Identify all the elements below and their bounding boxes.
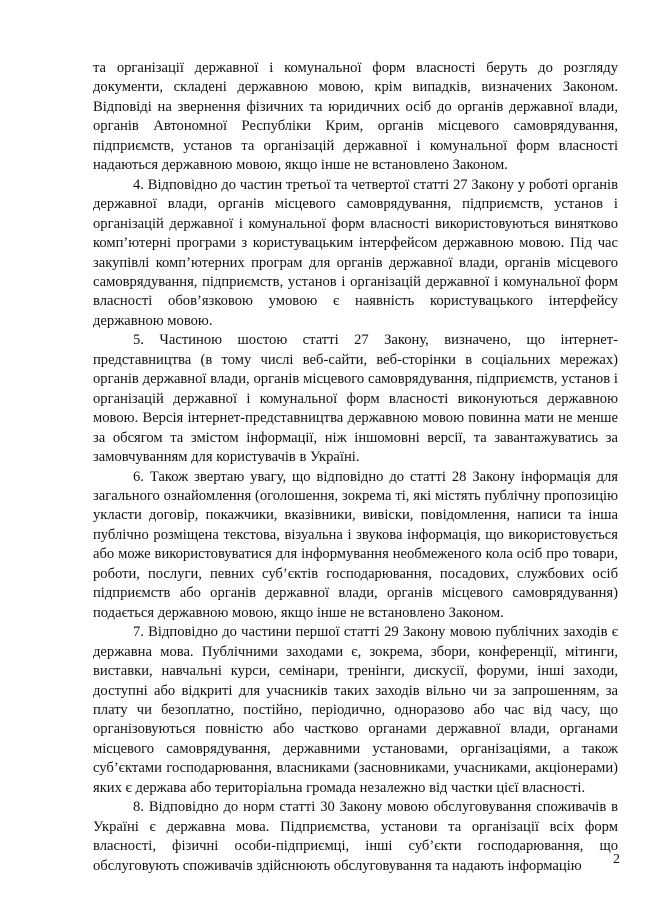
paragraph-continuation: та організації державної і комунальної форм власності беруть до розгляду документи, складені державною мовою, крім випадків, визначених Законом. Відповіді на звернення фізичних та юридичних осіб до органів державної влади, органів Автономної Республіки Крим, органів місцевого самоврядування, підприємств, установ та організацій державної і комунальної форм власності надаються державною мовою, якщо інше не встановлено Законом. [93,60,618,174]
document-body [93,59,618,876]
page-number: 2 [613,852,620,867]
paragraph-item-6: 6. Також звертаю увагу, що відповідно до статті 28 Закону інформація для загального ознайомлення (оголошення, зокрема ті, які містять публічну пропозицію укласти договір, покажчики, вказівники, вивіски, повідомлення, написи та інша публічно розміщена текстова, візуальна і звукова інформація, що використовується або може використовуватися для інформування необмеженого кола осіб про товари, роботи, послуги, певних суб’єктів господарювання, посадових, службових осіб підприємств або органів державної влади, органів місцевого самоврядування) подається державною мовою, якщо інше не встановлено Законом. [93,468,618,621]
paragraph-item-7: 7. Відповідно до частини першої статті 29 Закону мовою публічних заходів є державна мова. Публічними заходами є, зокрема, збори, конференції, мітинги, виставки, навчальні курси, семінари, тренінги, дискусії, форуми, інші заходи, доступні або відкриті для учасників таких заходів вільно чи за запрошенням, за плату чи безоплатно, постійно, періодично, одноразово або час від часу, що організовуються повністю або частково органами державної влади, органами місцевого самоврядування, державними установами, організаціями, а також суб’єктами господарювання, власниками (засновниками, учасниками, акціонерами) яких є держава або територіальна громада незалежно від частки цієї власності. [93,624,618,796]
paragraph-item-5: 5. Частиною шостою статті 27 Закону, визначено, що інтернет-представництва (в тому числі веб-сайти, веб-сторінки в соціальних мережах) органів державної влади, органів місцевого самоврядування, підприємств, установ і організацій державної і комунальної форм власності виконуються державною мовою. Версія інтернет-представництва державною мовою повинна мати не менше за обсягом та змістом інформації, ніж іншомовні версії, та завантажуватись за замовчуванням для користувачів в Україні. [93,332,618,466]
paragraph-item-8: 8. Відповідно до норм статті 30 Закону мовою обслуговування споживачів в Україні є державна мова. Підприємства, установи та організації всіх форм власності, фізичні особи-підприємці, інші суб’єкти господарювання, що обслуговують споживачів здійснюють обслуговування та надають інформацію [93,799,618,874]
paragraph-item-4: 4. Відповідно до частин третьої та четвертої статті 27 Закону у роботі органів державної влади, органів місцевого самоврядування, підприємств, установ і організацій державної і комунальної форм власності використовуються винятково комп’ютерні програми з користувацьким інтерфейсом державною мовою. Під час закупівлі комп’ютерних програм для органів державної влади, органів місцевого самоврядування, підприємств, установ і організацій державної і комунальної форм власності обов’язковою умовою є наявність користувацького інтерфейсу державною мовою. [93,176,618,329]
